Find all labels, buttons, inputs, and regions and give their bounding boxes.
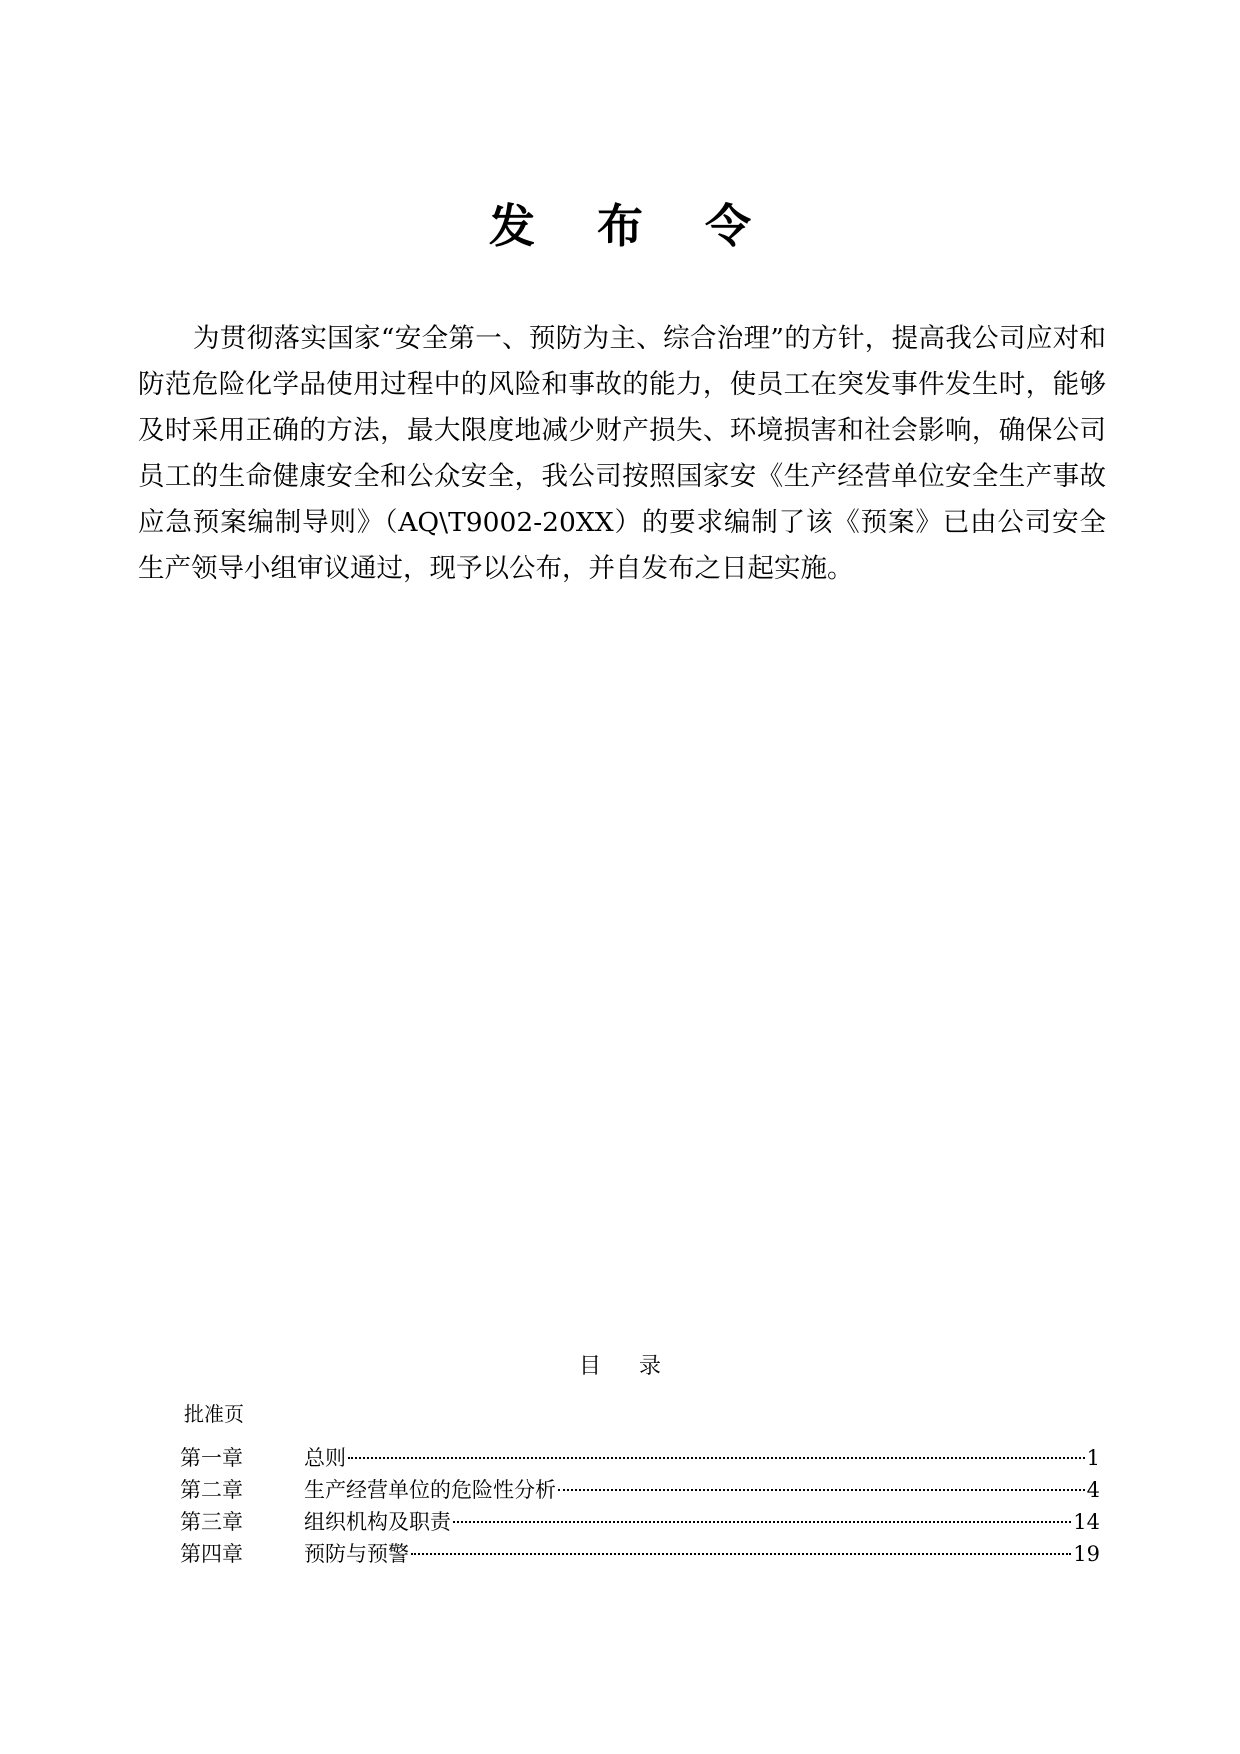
toc-list bbox=[180, 1442, 1100, 1570]
toc-page-number: 14 bbox=[1073, 1510, 1100, 1534]
toc-leader-dots bbox=[348, 1457, 1085, 1459]
document-title: 发布令 bbox=[489, 199, 813, 253]
toc-preface: 批准页 bbox=[184, 1402, 244, 1426]
toc-chapter: 第二章 bbox=[180, 1478, 243, 1502]
toc-label: 预防与预警 bbox=[304, 1542, 409, 1566]
toc-entry-4[interactable] bbox=[180, 1538, 1100, 1570]
toc-label: 生产经营单位的危险性分析 bbox=[304, 1478, 556, 1502]
body-text bbox=[138, 316, 1106, 592]
toc-page-number: 4 bbox=[1086, 1478, 1100, 1502]
toc-title: 目录 bbox=[578, 1354, 699, 1379]
toc-entry-1[interactable] bbox=[180, 1442, 1100, 1474]
toc-label: 组织机构及职责 bbox=[304, 1510, 451, 1534]
toc-chapter: 第一章 bbox=[180, 1446, 243, 1470]
toc-label: 总则 bbox=[304, 1446, 346, 1470]
toc-entry-3[interactable] bbox=[180, 1506, 1100, 1538]
toc-page-number: 19 bbox=[1073, 1542, 1100, 1566]
toc-leader-dots bbox=[558, 1489, 1085, 1491]
toc-page-number: 1 bbox=[1086, 1446, 1100, 1470]
body-paragraph: 为贯彻落实国家“安全第一、预防为主、综合治理”的方针，提高我公司应对和防范危险化学品使用过程中的风险和事故的能力，使员工在突发事件发生时，能够及时采用正确的方法，最大限度地减少财产损失、环境损害和社会影响，确保公司员工的生命健康安全和公众安全，我公司按照国家安《生产经营单位安全生产事故应急预案编制导则》（AQ\T9002-20XX）的要求编制了该《预案》已由公司安全生产领导小组审议通过，现予以公布，并自发布之日起实施。 bbox=[138, 323, 1106, 584]
toc-leader-dots bbox=[453, 1521, 1071, 1523]
toc-chapter: 第四章 bbox=[180, 1542, 243, 1566]
toc-chapter: 第三章 bbox=[180, 1510, 243, 1534]
toc-entry-2[interactable] bbox=[180, 1474, 1100, 1506]
toc-leader-dots bbox=[411, 1553, 1071, 1555]
